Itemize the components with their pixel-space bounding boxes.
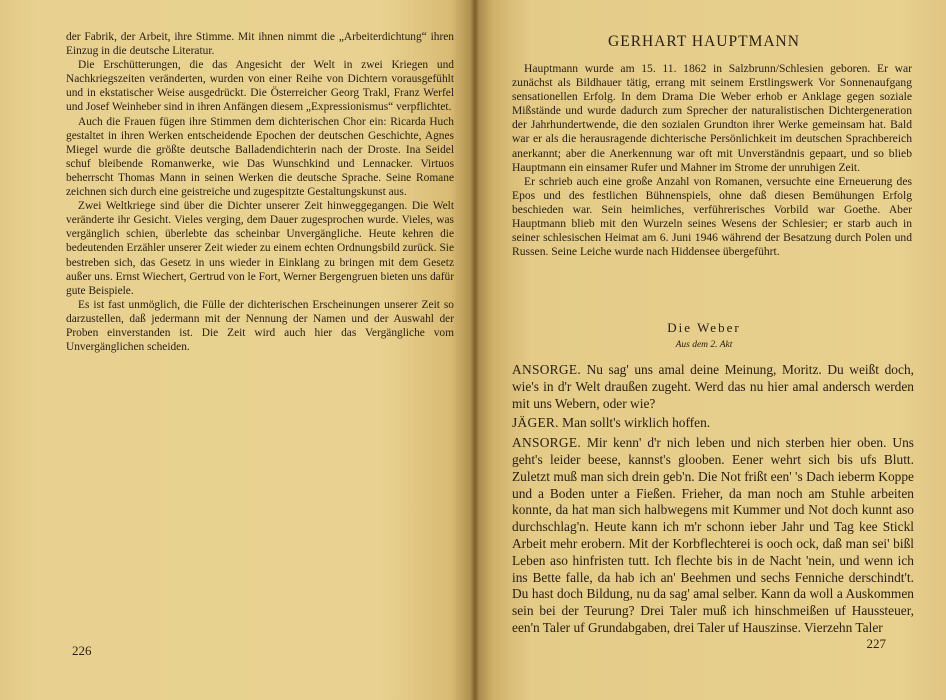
author-biography [512,62,912,259]
speech-text: Mir kenn' d'r nich leben und nich sterben hier oben. Uns geht's leider beese, kannst's glooben. Eener wehrt sich bis ufs Blutt. Zuletzt muß man sich drein geb'n. Die Not frißt een' 's Dach ieberm Koppe und a Boden unter a Fießen. Frieher, da man noch am Stuhle arbeiten konnte, da hat man sich halbwegens mit Kummer und Not doch kunnt aso durchschlag'n. Heute kann ich m'r schonn ieber Jahr und Tag kee Stickl Arbeit mehr erobern. Mit der Korbflechterei is ooch ock, daß man sei' bißl Leben aso hinfristen tutt. Ich flechte bis in de Nacht 'nein, und wenn ich ins Bette falle, da hab ich an' Beehmen und sechs Fenniche derschindt't. Du hast doch Bildung, nu da sag' amal selber. Kann da woll a Auskommen sein bei der Teurung? Drei Taler muß ich hinschmeißen uf Haussteuer, een'n Taler uf Grundabgaben, drei Taler uf Hauszinse. Vierzehn Taler [512,435,914,635]
paragraph: Er schrieb auch eine große Anzahl von Romanen, versuchte eine Erneuerung des Epos und des festlichen Bühnenspiels, ohne daß diesen Bemühungen Erfolg beschieden war. Sein heimliches, verführerisches Vorbild war Goethe. Aber Hauptmann blieb mit den Wurzeln seines Wesens der Schlesier; er starb auch in seiner schlesischen Heimat am 6. Juni 1946 während der Besatzung durch Polen und Russen. Seine Leiche wurde nach Hiddensee übergeführt. [512,174,912,259]
page-number-left: 226 [72,643,92,658]
paragraph: Es ist fast unmöglich, die Fülle der dichterischen Erscheinungen unserer Zeit so darzustellen, daß jedermann mit der Nennung der Namen und der Auswahl der Proben einverstanden ist. Die Zeit wird auch hier das Vergängliche vom Unvergänglichen scheiden. [66,298,454,354]
play-subtitle: Aus dem 2. Akt [675,340,733,350]
paragraph: der Fabrik, der Arbeit, ihre Stimme. Mit ihnen nimmt die „Arbeiterdichtung“ ihren Einzug in die deutsche Literatur. [66,31,454,58]
speech-text: Man sollt's wirklich hoffen. [562,415,711,431]
left-page-text [66,30,454,354]
right-page [474,0,946,700]
dialogue-line [512,415,914,432]
paragraph: Die Erschütterungen, die das Angesicht der Welt in zwei Kriegen und Nachkriegszeiten veränderten, wurden von einer Reihe von Dichtern vorausgefühlt und in ekstatischer Weise ausgedrückt. Die Österreicher Georg Trakl, Franz Werfel und Josef Weinheber sind in ihren Anfängen diesem „Expressionismus“ verpflichtet. [66,59,454,114]
speaker-name: ANSORGE. [512,435,581,451]
dialogue-line [512,362,914,412]
speaker-name: ANSORGE. [512,362,581,377]
paragraph: Auch die Frauen fügen ihre Stimmen dem dichterischen Chor ein: Ricarda Huch gestaltet in ihren Werken entscheidende Epochen der deutschen Geschichte, Agnes Miegel wurde die größte deutsche Balladendichterin nach der Droste. Ina Seidel schuf bleibende Romanwerke, wie Das Wunschkind und Lennacker. Virtuos beherrscht Thomas Mann in seinen Werken die deutsche Sprache. Seine Romane zeichnen sich durch eine geistreiche und zugespitzte Gestaltungskunst aus. [66,115,454,199]
dialogue [512,362,914,640]
speaker-name: JÄGER. [512,415,559,431]
dialogue-line [512,435,914,637]
paragraph: Hauptmann wurde am 15. 11. 1862 in Salzbrunn/Schlesien geboren. Er war zunächst als Bildhauer tätig, errang mit seinem Erstlingswerk Vor Sonnenaufgang sensationellen Erfolg. In dem Drama Die Weber erhob er Anklage gegen soziale Mißstände und wurde dadurch zum Sprecher der naturalistischen Dichtergeneration der Jahrhundertwende, die den sozialen Grundton ihrer Werke gemeinsam hat. Bald war er als die herausragende dichterische Persönlichkeit im deutschen Sprachbereich anerkannt; aber die Anerkennung war oft mit Unverständnis gepaart, und so blieb Hauptmann ein einsamer Rufer und Mahner im Strome der unruhigen Zeit. [512,62,912,174]
page-number-right: 227 [866,636,886,651]
author-title: GERHART HAUPTMANN [608,33,800,50]
speech-text: Nu sag' uns amal deine Meinung, Moritz. Du weißt doch, wie's in d'r Welt draußen zugeht. Werd das nu hier amal andersch werden mit uns Webern, oder wie? [512,362,914,411]
book-gutter [470,0,480,700]
paragraph: Zwei Weltkriege sind über die Dichter unserer Zeit hinweggegangen. Die Welt veränderte ihr Gesicht. Vieles verging, dem Dauer zugesprochen wurde. Vieles, was vergänglich schien, überlebte das scheinbar Unvergängliche. Heute kehren die bedeutenden Erzähler unserer Zeit wieder zu einem echten Ordnungsbild zurück. Sie bestreben sich, das Gesetz in uns wieder in Einklang zu bringen mit dem Gesetz außer uns. Ernst Wiechert, Gertrud von le Fort, Werner Bergengruen bieten uns dafür gute Beispiele. [66,200,455,297]
play-title: Die Weber [667,320,741,335]
